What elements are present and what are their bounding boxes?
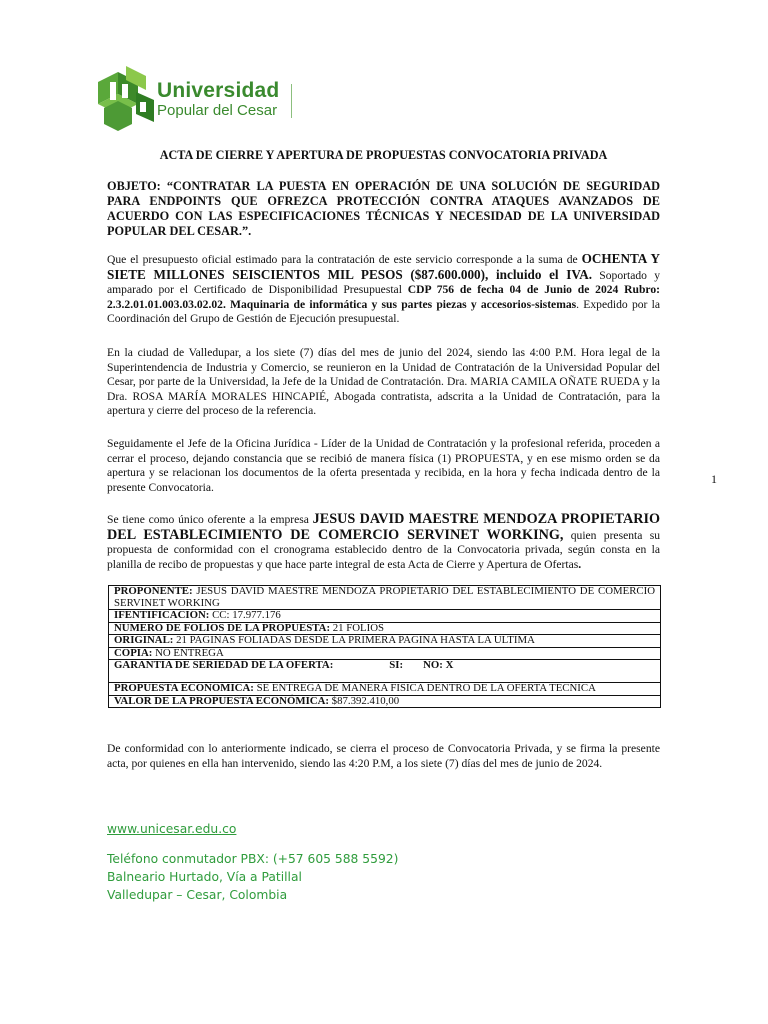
table-row	[109, 610, 661, 623]
bidder-paragraph	[107, 512, 660, 572]
row-label: COPIA:	[114, 646, 153, 659]
table-cell	[109, 647, 661, 660]
logo-divider	[291, 84, 292, 118]
budget-text-3: . Expedido por la Coordinación del Grupo de Gestión de Ejecución presupuestal.	[107, 297, 660, 325]
guarantee-si: SI:	[389, 659, 404, 671]
row-value: 21 PAGINAS FOLIADAS DESDE LA PRIMERA PAGINA HASTA LA ULTIMA	[173, 634, 535, 646]
row-label: IFENTIFICACION:	[114, 609, 210, 621]
row-label: VALOR DE LA PROPUESTA ECONÓMICA:	[114, 694, 329, 707]
budget-paragraph	[107, 252, 660, 327]
table-row	[109, 660, 661, 683]
guarantee-no: NO: X	[423, 659, 454, 671]
meeting-paragraph: En la ciudad de Valledupar, a los siete (7) días del mes de junio del 2024, siendo las 4:00 P.M. Hora legal de la Superintendencia de Industria y Comercio, se reunieron en la Unidad de Contratación de la Universidad Popular del Cesar, por parte de la Universidad, la Jefe de la Unidad de Contratación. Dra. MARIA CAMILA OÑATE RUEDA y la Dra. ROSA MARÍA MORALES HINCAPIÉ, Abogada contratista, adscrita a la Unidad de Contratación, para la apertura y cierre del proceso de la referencia.	[107, 346, 660, 417]
bidder-text-1: Se tiene como único oferente a la empresa	[107, 513, 313, 526]
bidder-text-2: quien presenta su propuesta de conformidad con el cronograma establecido dentro de la Convocatoria privada, según consta en la planilla de recibo de propuestas y que hace parte integral de esta Acta de Cierre y Apertura de Ofertas	[107, 528, 661, 571]
table-cell	[109, 635, 661, 648]
row-value: CC: 17.977.176	[209, 609, 281, 621]
budget-amount: OCHENTA Y SIETE MILLONES SEISCIENTOS MIL PESOS ($87.600.000), incluido el IVA.	[107, 251, 660, 282]
row-label: GARANTIA DE SERIEDAD DE LA OFERTA:	[114, 659, 334, 671]
objeto-paragraph: OBJETO: “CONTRATAR LA PUESTA EN OPERACIÓN DE UNA SOLUCIÓN DE SEGURIDAD PARA ENDPOINTS QUE OFREZCA PROTECCIÓN CONTRA ATAQUES AVANZADOS DE ACUERDO CON LAS ESPECIFICACIONES TÉCNICAS Y NECESIDAD DE LA UNIVERSIDAD POPULAR DEL CESAR.”.	[107, 179, 660, 238]
cdp-reference: CDP 756 de fecha 04 de Junio de 2024 Rubro: 2.3.2.01.01.003.03.02.02. Maquinaria de informática y sus partes piezas y accesorios-sistemas	[107, 283, 660, 311]
logo-wordmark	[157, 80, 279, 120]
bidder-company: JESUS DAVID MAESTRE MENDOZA PROPIETARIO DEL ESTABLECIMIENTO DE COMERCIO SERVINET WORKING,	[107, 511, 660, 543]
document-title: ACTA DE CIERRE Y APERTURA DE PROPUESTAS CONVOCATORIA PRIVADA	[159, 148, 608, 162]
table-cell	[109, 622, 661, 635]
table-cell	[109, 695, 661, 708]
table-row	[109, 683, 661, 696]
footer-city: Valledupar – Cesar, Colombia	[107, 888, 288, 902]
row-label: PROPUESTA ECONOMICA:	[114, 682, 254, 694]
table-row	[109, 647, 661, 660]
row-value: JESUS DAVID MAESTRE MENDOZA PROPIETARIO DEL ESTABLECIMIENTO DE COMERCIO SERVINET WORKING	[114, 585, 655, 609]
budget-text-2: Soportado y amparado por el Certificado de Disponibilidad Presupuestal	[107, 268, 660, 296]
row-label: PROPONENTE:	[114, 585, 193, 597]
footer-address: Balneario Hurtado, Vía a Patillal	[107, 870, 302, 884]
row-value: 21 FOLIOS	[330, 621, 385, 634]
row-label: NUMERO DE FOLIOS DE LA PROPUESTA:	[114, 621, 331, 634]
table-row	[109, 635, 661, 648]
table-cell	[109, 683, 661, 696]
table-row	[109, 695, 661, 708]
table-row	[109, 622, 661, 635]
table-cell	[109, 586, 661, 610]
university-logo	[96, 64, 156, 132]
logo-subtitle: Popular del Cesar	[157, 102, 278, 119]
final-paragraph: De conformidad con lo anteriormente indicado, se cierra el proceso de Convocatoria Privada, y se firma la presente acta, por quienes en ella han intervenido, siendo las 4:20 P.M, a los siete (7) días del mes de junio de 2024.	[107, 742, 660, 770]
row-value: SE ENTREGA DE MANERA FISICA DENTRO DE LA OFERTA TECNICA	[253, 682, 596, 694]
row-value: NO ENTREGA	[152, 646, 224, 659]
row-label: ORIGINAL:	[114, 634, 174, 646]
footer-phone: Teléfono conmutador PBX: (+57 605 588 5592)	[107, 852, 399, 866]
table-row	[109, 586, 661, 610]
table-cell	[109, 660, 661, 683]
closing-paragraph: Seguidamente el Jefe de la Oficina Jurídica - Líder de la Unidad de Contratación y la profesional referida, proceden a cerrar el proceso, dejando constancia que se recibió de manera física (1) PROPUESTA, y en ese mismo orden se da apertura y se relacionan los documentos de la oferta presentada y recibida, en la hora y fecha indicada dentro de la presente Convocatoria.	[107, 437, 660, 494]
budget-text-1: Que el presupuesto oficial estimado para la contratación de este servicio corresponde a la suma de	[107, 253, 582, 266]
bidder-text-3: .	[578, 557, 582, 571]
website-link[interactable]: www.unicesar.edu.co	[107, 822, 237, 836]
proposal-table	[108, 585, 661, 708]
table-cell	[109, 610, 661, 623]
row-value: $87.392.410,00	[328, 694, 400, 707]
logo-title: Universidad	[157, 79, 280, 102]
page-number: 1	[711, 472, 717, 486]
